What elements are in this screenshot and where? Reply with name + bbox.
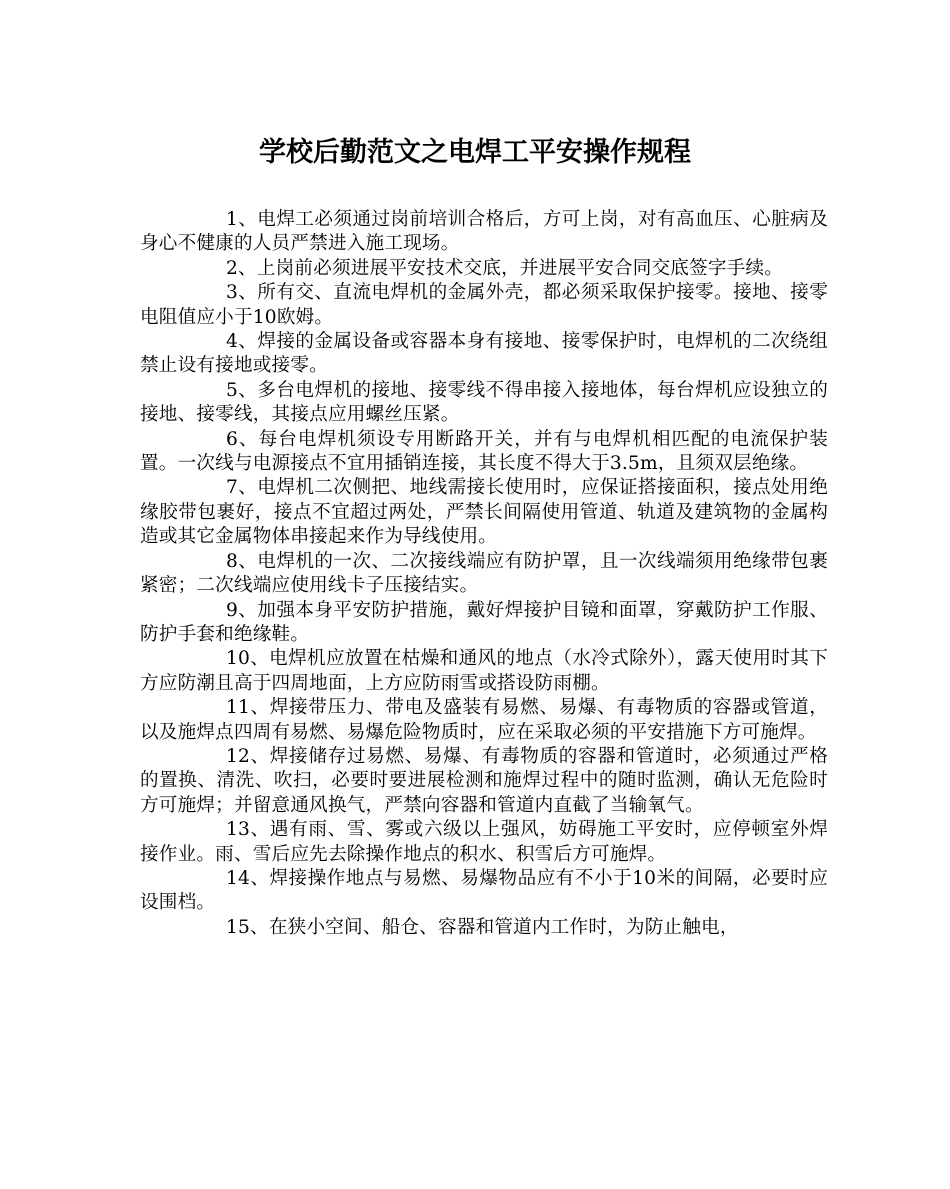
paragraph-14: 14、焊接操作地点与易燃、易爆物品应有不小于10米的间隔，必要时应设围档。 xyxy=(140,867,828,914)
paragraph-5: 5、多台电焊机的接地、接零线不得串接入接地体，每台焊机应设独立的接地、接零线，其接点应用螺丝压紧。 xyxy=(140,379,828,426)
paragraph-9: 9、加强本身平安防护措施，戴好焊接护目镜和面罩，穿戴防护工作服、防护手套和绝缘鞋。 xyxy=(140,599,828,645)
paragraph-4: 4、焊接的金属设备或容器本身有接地、接零保护时，电焊机的二次绕组禁止设有接地或接零。 xyxy=(140,331,828,377)
paragraph-13: 13、遇有雨、雪、雾或六级以上强风，妨碍施工平安时，应停顿室外焊接作业。雨、雪后应先去除操作地点的积水、积雪后方可施焊。 xyxy=(140,819,828,865)
paragraph-10: 10、电焊机应放置在枯燥和通风的地点（水冷式除外），露天使用时其下方应防潮且高于四周地面，上方应防雨雪或搭设防雨棚。 xyxy=(140,648,828,694)
paragraph-1: 1、电焊工必须通过岗前培训合格后，方可上岗，对有高血压、心脏病及身心不健康的人员严禁进入施工现场。 xyxy=(140,209,828,255)
paragraph-12: 12、焊接储存过易燃、易爆、有毒物质的容器和管道时，必须通过严格的置换、清洗、吹扫，必要时要进展检测和施焊过程中的随时监测，确认无危险时方可施焊；并留意通风换气，严禁向容器和管道内直截了当输氧气。 xyxy=(140,745,828,816)
page-title: 学校后勤范文之电焊工平安操作规程 xyxy=(259,137,691,168)
paragraph-11: 11、焊接带压力、带电及盛装有易燃、易爆、有毒物质的容器或管道，以及施焊点四周有易燃、易爆危险物质时，应在采取必须的平安措施下方可施焊。 xyxy=(140,697,828,743)
paragraph-3: 3、所有交、直流电焊机的金属外壳，都必须采取保护接零。接地、接零电阻值应小于10欧姆。 xyxy=(140,282,828,328)
paragraph-2: 2、上岗前必须进展平安技术交底，并进展平安合同交底签字手续。 xyxy=(226,257,784,279)
document-body xyxy=(140,208,828,940)
paragraph-7: 7、电焊机二次侧把、地线需接长使用时，应保证搭接面积，接点处用绝缘胶带包裹好，接点不宜超过两处，严禁长间隔使用管道、轨道及建筑物的金属构造或其它金属物体串接起来作为导线使用。 xyxy=(140,477,828,548)
paragraph-6: 6、每台电焊机须设专用断路开关，并有与电焊机相匹配的电流保护装置。一次线与电源接点不宜用插销连接，其长度不得大于3.5m，且须双层绝缘。 xyxy=(140,428,828,475)
paragraph-8: 8、电焊机的一次、二次接线端应有防护罩，且一次线端须用绝缘带包裹紧密；二次线端应使用线卡子压接结实。 xyxy=(140,550,828,597)
paragraph-15: 15、在狭小空间、船仓、容器和管道内工作时，为防止触电， xyxy=(226,916,739,938)
